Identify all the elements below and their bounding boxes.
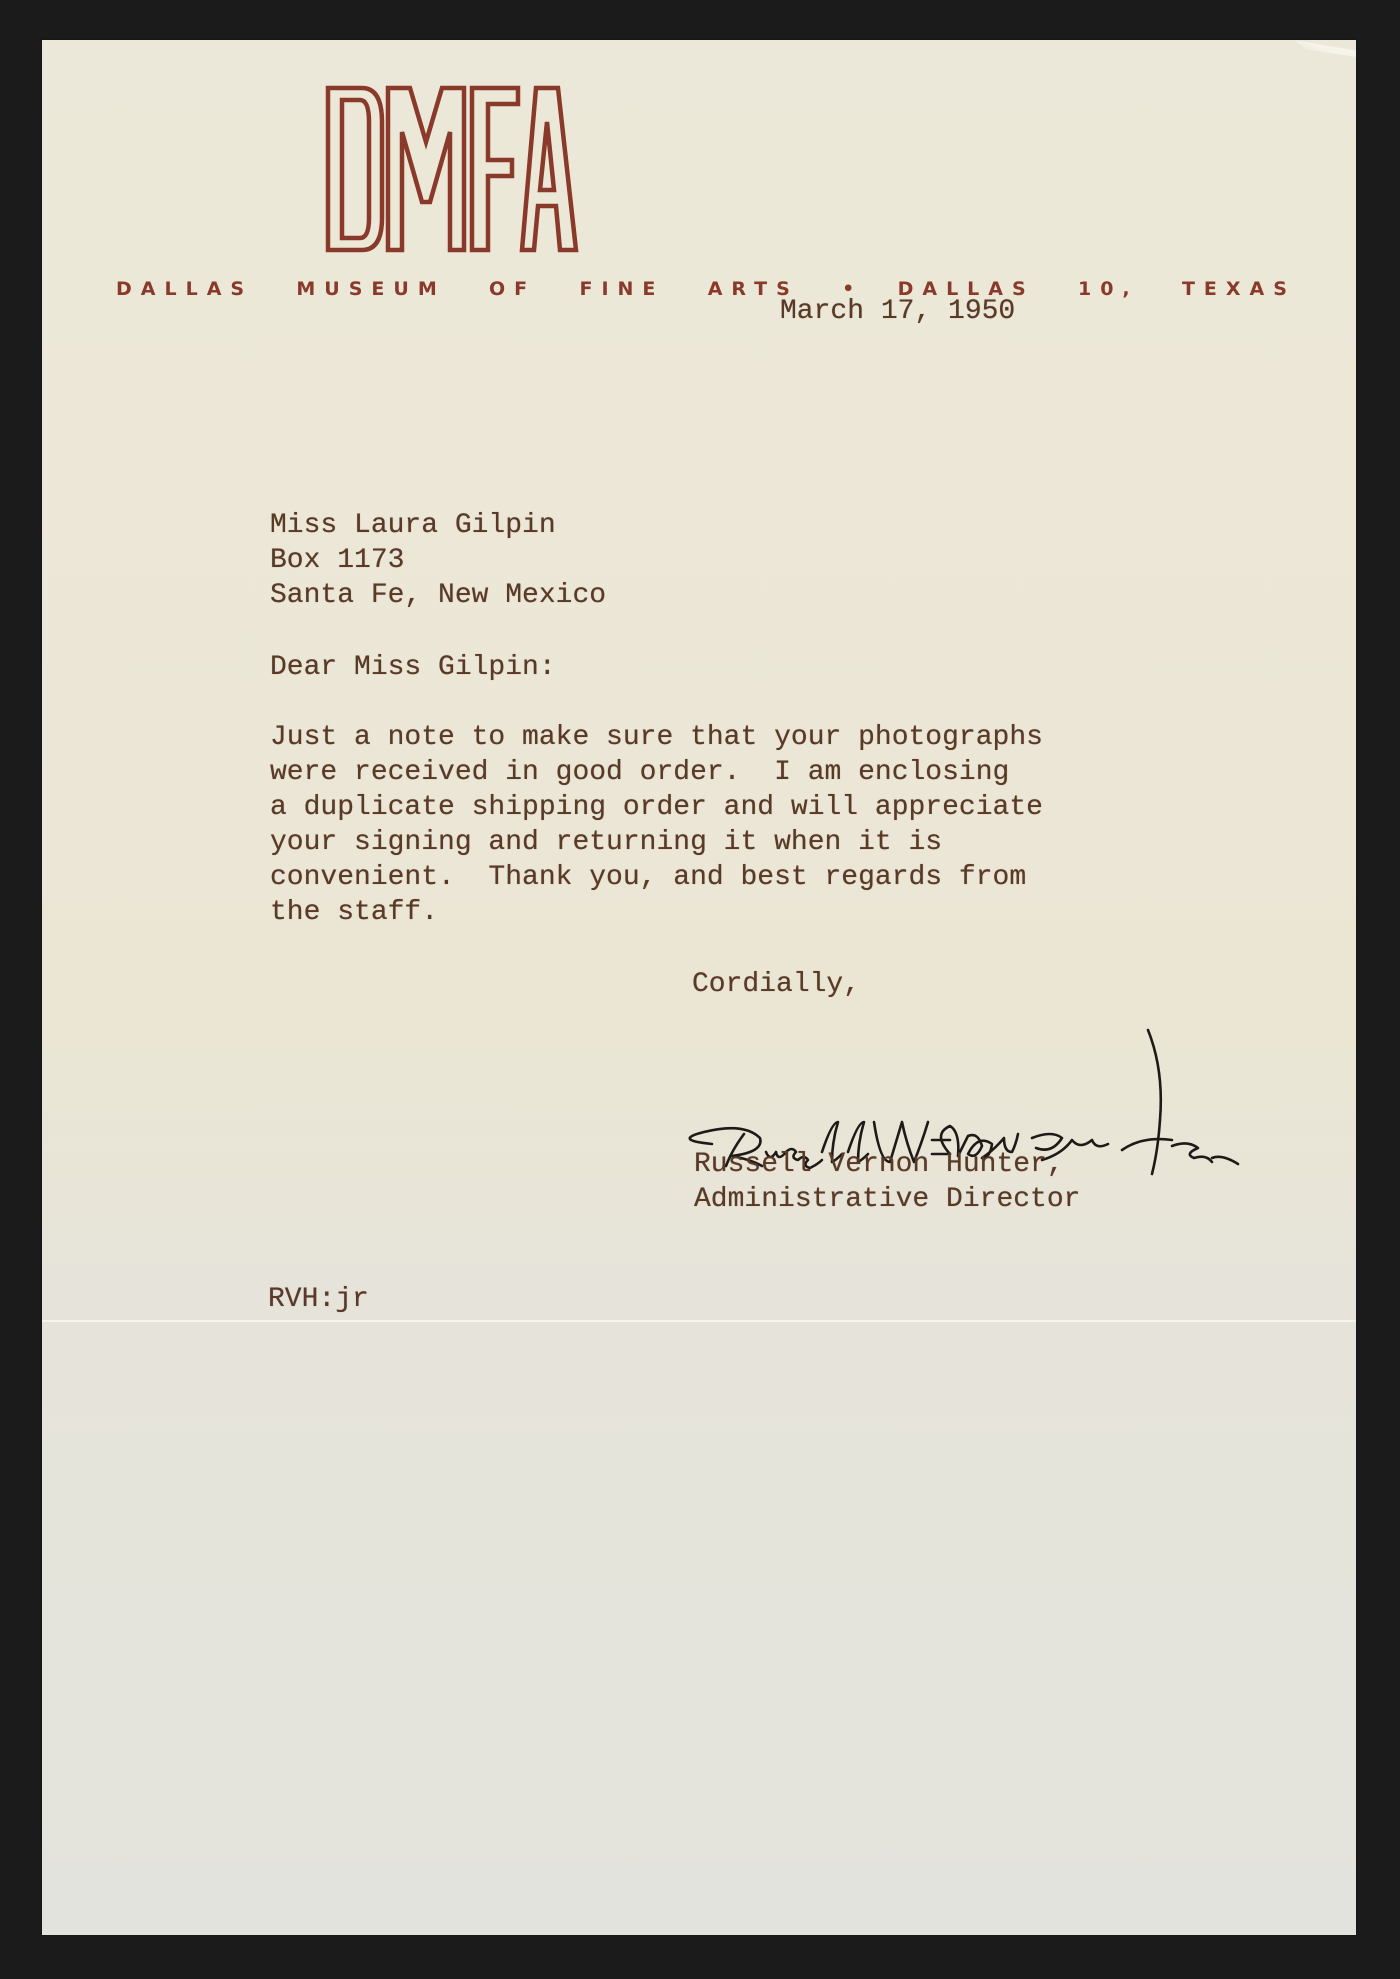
body-line: a duplicate shipping order and will appreciate [270, 792, 1043, 823]
paper-fold-line [42, 1320, 1356, 1322]
recipient-line: Miss Laura Gilpin [270, 510, 556, 541]
body-line: Just a note to make sure that your photographs [270, 722, 1043, 753]
signer-block [694, 1147, 1080, 1217]
letterhead-word: OF [489, 278, 537, 300]
letterhead-separator: • [842, 278, 855, 300]
letter-date: March 17, 1950 [780, 296, 1016, 327]
letterhead-word: DALLAS [116, 278, 254, 300]
reference-initials: RVH:jr [268, 1284, 369, 1315]
letterhead-word: DALLAS [897, 278, 1035, 300]
letterhead-word: TEXAS [1181, 278, 1296, 300]
signer-name: Russell Vernon Hunter, [694, 1149, 1064, 1180]
letter-body [270, 720, 1043, 930]
recipient-address [270, 508, 606, 613]
signer-title: Administrative Director [694, 1184, 1081, 1215]
letterhead-word: FINE [579, 278, 665, 300]
salutation: Dear Miss Gilpin: [270, 652, 556, 683]
body-line: the staff. [270, 897, 439, 928]
letterhead-address [116, 278, 1296, 300]
body-line: were received in good order. I am enclosing [270, 757, 1010, 788]
body-line: convenient. Thank you, and best regards from [270, 862, 1027, 893]
letterhead-word: MUSEUM [296, 278, 446, 300]
body-line: your signing and returning it when it is [270, 827, 943, 858]
closing: Cordially, [692, 969, 861, 1000]
recipient-line: Santa Fe, New Mexico [270, 580, 607, 611]
folded-corner [1294, 40, 1356, 68]
dmfa-logo [322, 82, 582, 258]
letterhead-word: ARTS [707, 278, 799, 300]
recipient-line: Box 1173 [270, 545, 405, 576]
letterhead-word: 10, [1077, 278, 1139, 300]
